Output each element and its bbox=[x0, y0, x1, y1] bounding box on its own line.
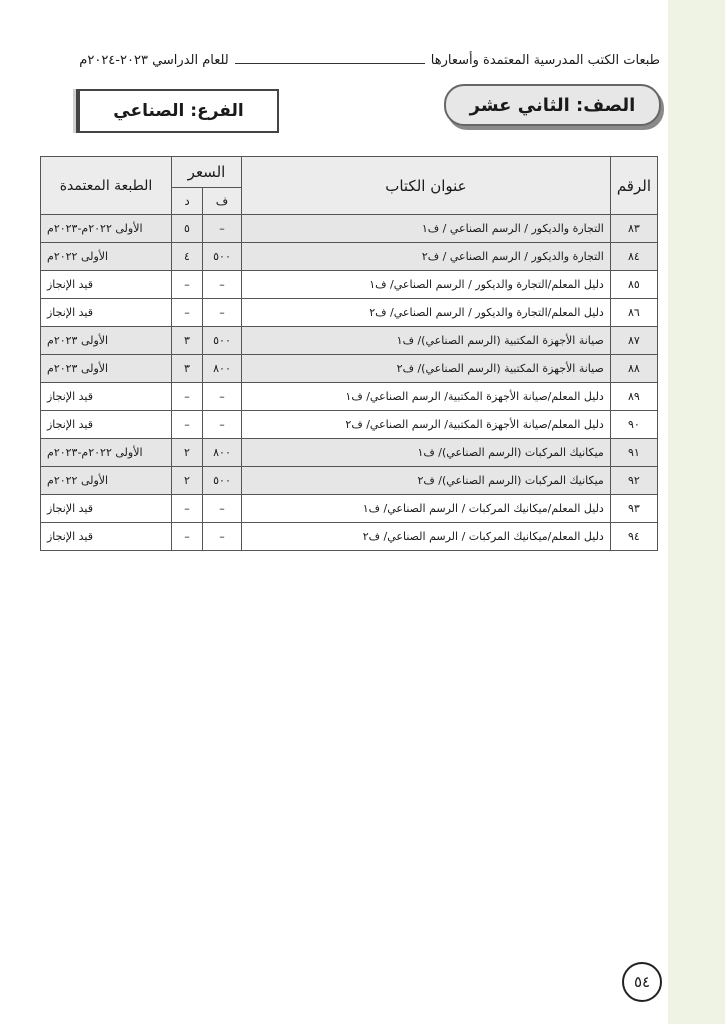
col-header-edition: الطبعة المعتمدة bbox=[41, 157, 172, 215]
row-price-dinar: ٣ bbox=[172, 355, 203, 383]
row-edition: الأولى ٢٠٢٣م bbox=[41, 355, 172, 383]
row-title: دليل المعلم/صيانة الأجهزة المكتبية/ الرسم الصناعي/ ف١ bbox=[242, 383, 611, 411]
row-price-dinar: ٢ bbox=[172, 439, 203, 467]
branch-label: الفرع: الصناعي bbox=[113, 101, 244, 121]
table-row bbox=[41, 327, 658, 355]
col-header-fils: ف bbox=[203, 188, 242, 215]
page-number-text: ٥٤ bbox=[633, 973, 651, 991]
row-edition: قيد الإنجاز bbox=[41, 495, 172, 523]
row-title: دليل المعلم/التجارة والديكور / الرسم الصناعي/ ف٢ bbox=[242, 299, 611, 327]
row-title: ميكانيك المركبات (الرسم الصناعي)/ ف١ bbox=[242, 439, 611, 467]
row-price-fils: – bbox=[203, 215, 242, 243]
col-header-title: عنوان الكتاب bbox=[242, 157, 611, 215]
col-header-price: السعر bbox=[172, 157, 242, 188]
row-price-dinar: – bbox=[172, 411, 203, 439]
row-number: ٨٦ bbox=[610, 299, 657, 327]
row-edition: قيد الإنجاز bbox=[41, 299, 172, 327]
row-title: صيانة الأجهزة المكتبية (الرسم الصناعي)/ ف٢ bbox=[242, 355, 611, 383]
side-margin-strip bbox=[668, 0, 725, 1024]
table-row bbox=[41, 383, 658, 411]
row-price-fils: ٥٠٠ bbox=[203, 327, 242, 355]
table-header-row bbox=[41, 157, 658, 188]
table-row bbox=[41, 243, 658, 271]
row-number: ٩١ bbox=[610, 439, 657, 467]
row-number: ٩٢ bbox=[610, 467, 657, 495]
table-row bbox=[41, 495, 658, 523]
table-row bbox=[41, 299, 658, 327]
header-year: للعام الدراسي ٢٠٢٣-٢٠٢٤م bbox=[79, 52, 229, 68]
row-edition: قيد الإنجاز bbox=[41, 271, 172, 299]
row-price-fils: – bbox=[203, 411, 242, 439]
col-header-number: الرقم bbox=[610, 157, 657, 215]
row-number: ٨٩ bbox=[610, 383, 657, 411]
row-price-fils: – bbox=[203, 495, 242, 523]
row-price-fils: – bbox=[203, 523, 242, 551]
row-price-dinar: – bbox=[172, 271, 203, 299]
row-title: ميكانيك المركبات (الرسم الصناعي)/ ف٢ bbox=[242, 467, 611, 495]
row-price-dinar: – bbox=[172, 523, 203, 551]
row-price-dinar: – bbox=[172, 495, 203, 523]
row-title: دليل المعلم/التجارة والديكور / الرسم الصناعي/ ف١ bbox=[242, 271, 611, 299]
table-row bbox=[41, 523, 658, 551]
row-number: ٨٤ bbox=[610, 243, 657, 271]
col-header-dinar: د bbox=[172, 188, 203, 215]
header-title: طبعات الكتب المدرسية المعتمدة وأسعارها bbox=[430, 52, 660, 68]
row-price-fils: ٥٠٠ bbox=[203, 243, 242, 271]
row-price-fils: – bbox=[203, 299, 242, 327]
row-edition: الأولى ٢٠٢٢م bbox=[41, 243, 172, 271]
table-row bbox=[41, 355, 658, 383]
row-edition: الأولى ٢٠٢٢م-٢٠٢٣م bbox=[41, 439, 172, 467]
row-title: دليل المعلم/ميكانيك المركبات / الرسم الصناعي/ ف١ bbox=[242, 495, 611, 523]
row-edition: قيد الإنجاز bbox=[41, 523, 172, 551]
row-number: ٩٣ bbox=[610, 495, 657, 523]
row-edition: الأولى ٢٠٢٢م-٢٠٢٣م bbox=[41, 215, 172, 243]
row-price-dinar: ٤ bbox=[172, 243, 203, 271]
table-row bbox=[41, 271, 658, 299]
row-number: ٨٥ bbox=[610, 271, 657, 299]
grade-label: الصف: الثاني عشر bbox=[469, 94, 636, 116]
table-row bbox=[41, 467, 658, 495]
row-edition: الأولى ٢٠٢٢م bbox=[41, 467, 172, 495]
row-edition: قيد الإنجاز bbox=[41, 411, 172, 439]
row-edition: الأولى ٢٠٢٣م bbox=[41, 327, 172, 355]
row-price-fils: ٨٠٠ bbox=[203, 439, 242, 467]
row-price-dinar: ٢ bbox=[172, 467, 203, 495]
table-row bbox=[41, 411, 658, 439]
row-price-dinar: ٣ bbox=[172, 327, 203, 355]
row-price-fils: – bbox=[203, 271, 242, 299]
row-number: ٩٠ bbox=[610, 411, 657, 439]
row-price-dinar: ٥ bbox=[172, 215, 203, 243]
row-title: التجارة والديكور / الرسم الصناعي / ف٢ bbox=[242, 243, 611, 271]
page-header bbox=[40, 46, 660, 74]
row-title: صيانة الأجهزة المكتبية (الرسم الصناعي)/ ف١ bbox=[242, 327, 611, 355]
row-price-fils: ٨٠٠ bbox=[203, 355, 242, 383]
branch-label-box bbox=[76, 89, 279, 133]
row-number: ٨٧ bbox=[610, 327, 657, 355]
row-edition: قيد الإنجاز bbox=[41, 383, 172, 411]
page-number bbox=[622, 962, 662, 1002]
row-price-dinar: – bbox=[172, 299, 203, 327]
row-number: ٩٤ bbox=[610, 523, 657, 551]
row-number: ٨٨ bbox=[610, 355, 657, 383]
row-number: ٨٣ bbox=[610, 215, 657, 243]
table-row bbox=[41, 439, 658, 467]
row-price-dinar: – bbox=[172, 383, 203, 411]
header-rule bbox=[235, 63, 425, 64]
books-table bbox=[40, 156, 658, 551]
row-price-fils: – bbox=[203, 383, 242, 411]
row-price-fils: ٥٠٠ bbox=[203, 467, 242, 495]
grade-label-box bbox=[444, 84, 661, 126]
row-title: دليل المعلم/صيانة الأجهزة المكتبية/ الرسم الصناعي/ ف٢ bbox=[242, 411, 611, 439]
row-title: دليل المعلم/ميكانيك المركبات / الرسم الصناعي/ ف٢ bbox=[242, 523, 611, 551]
table-row bbox=[41, 215, 658, 243]
row-title: التجارة والديكور / الرسم الصناعي / ف١ bbox=[242, 215, 611, 243]
